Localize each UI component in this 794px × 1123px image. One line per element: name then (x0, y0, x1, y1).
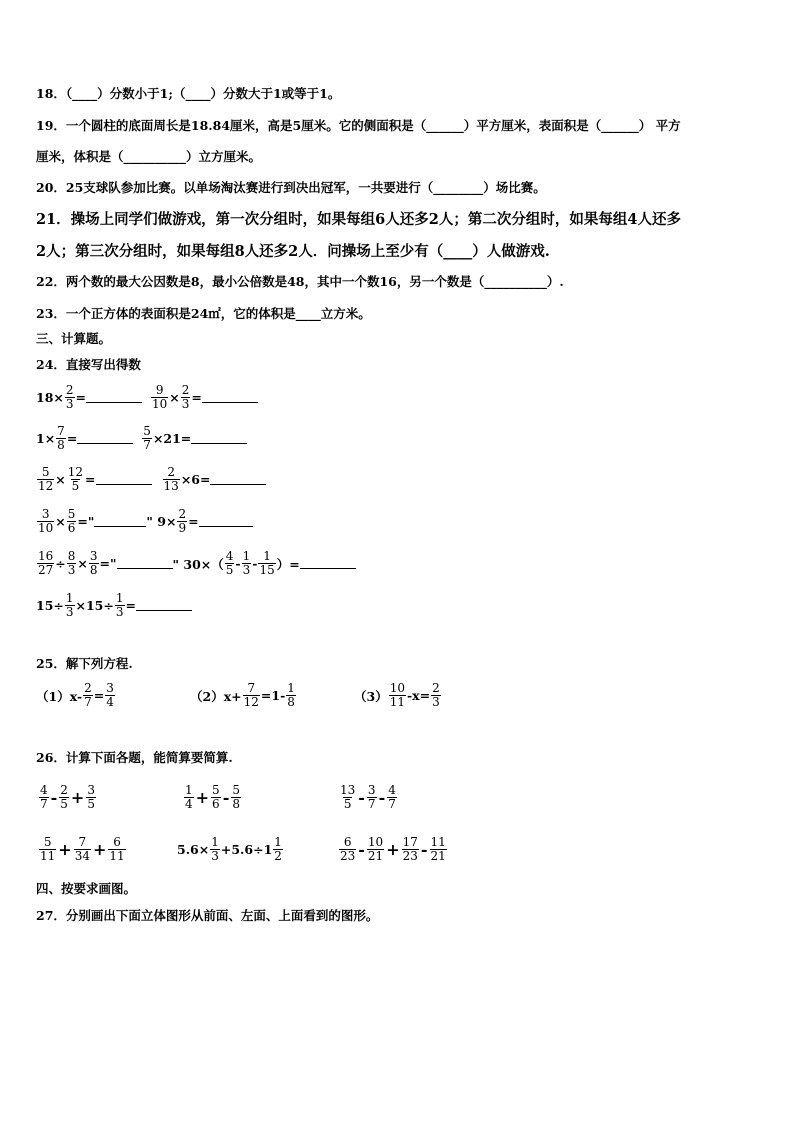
answer-blank[interactable] (210, 474, 266, 485)
fraction: $\frac{5}{7}$ (143, 424, 151, 452)
question-19-line2: 厘米，体积是（__________）立方厘米。 (36, 149, 262, 164)
fraction: $\frac{5}{6}$ (212, 783, 220, 811)
answer-blank[interactable] (117, 558, 173, 569)
calc-d: 5 11 + $\frac{7}{34}$ + $\frac{6}{11}$ (40, 835, 125, 863)
answer-blank[interactable] (199, 516, 253, 527)
question-21-line1: 21．操场上同学们做游戏，第一次分组时，如果每组6人还多2人；第二次分组时，如果每组4人还多 (36, 211, 681, 228)
fraction: $\frac{7}{8}$ (57, 424, 65, 452)
fraction: 4 5 (225, 549, 234, 577)
fraction: 1 15 (259, 549, 275, 577)
section-3-heading: 三、计算题。 (36, 331, 112, 346)
fraction: 4 7 (388, 783, 396, 811)
question-22: 22．两个数的最大公因数是8，最小公倍数是48，其中一个数16，另一个数是（__________）. (36, 274, 564, 289)
question-23: 23．一个正方体的表面积是24㎡，它的体积是____立方米。 (36, 306, 371, 321)
fraction: 4 7 (40, 783, 48, 811)
fraction: 11 21 (430, 835, 446, 863)
fraction: $\frac{2}{3}$ (181, 383, 190, 411)
fraction: $\frac{5}{6}$ (67, 507, 76, 535)
calc-a: 4 7 - 2 5 + $\frac{3}{5}$ (40, 783, 95, 811)
question-18: 18．（____）分数小于1;（____）分数大于1或等于1。 (36, 86, 341, 101)
question-27: 27．分别画出下面立体图形从前面、左面、上面看到的图形。 (36, 908, 379, 923)
q24-row-6: 15÷ $\frac{1}{3}$ ×15÷ $\frac{1}{3}$ = (36, 592, 192, 619)
fraction: $\frac{3}{8}$ (89, 549, 98, 577)
answer-blank[interactable] (136, 600, 192, 611)
calc-b: 1 4 + $\frac{5}{6}$ - 5 8 (185, 783, 240, 811)
calc-c: 13 5 - 3 7 - 4 7 (340, 783, 396, 811)
question-20: 20．25支球队参加比赛。以单场淘汰赛进行到决出冠军，一共要进行（________）场比赛。 (36, 180, 546, 195)
equation-2: （2）x+ $\frac{7}{12}$ =1- 1 8 (190, 681, 295, 709)
fraction: $\frac{3}{4}$ (106, 681, 114, 709)
fraction: $\frac{1}{3}$ (211, 835, 219, 863)
fraction: 1 2 (274, 835, 282, 863)
fraction: $\frac{3}{5}$ (87, 783, 95, 811)
fraction: $\frac{5}{12}$ (38, 465, 54, 493)
fraction: $\frac{3}{10}$ (38, 507, 54, 535)
q24-row-2: 1× $\frac{7}{8}$ = $\frac{5}{7}$ ×21= (36, 425, 247, 452)
fraction: 10 11 (389, 681, 405, 709)
fraction: 6 23 (340, 835, 356, 863)
question-24-title: 24．直接写出得数 (36, 357, 141, 372)
answer-blank[interactable] (191, 433, 247, 444)
question-26-title: 26．计算下面各题，能简算要简算. (36, 750, 233, 765)
fraction: 1 8 (287, 681, 295, 709)
fraction: 5 11 (40, 835, 56, 863)
answer-blank[interactable] (202, 392, 258, 403)
fraction: 1 3 (242, 549, 251, 577)
question-25-title: 25．解下列方程. (36, 656, 133, 671)
fraction: 2 5 (60, 783, 68, 811)
question-21-line2: 2人；第三次分组时，如果每组8人还多2人．问操场上至少有（____）人做游戏. (36, 243, 550, 260)
fraction: $\frac{1}{3}$ (65, 591, 74, 619)
fraction: $\frac{2}{13}$ (163, 465, 179, 493)
fraction: $\frac{2}{7}$ (84, 681, 92, 709)
fraction: $\frac{7}{34}$ (74, 835, 90, 863)
equation-1: （1）x- $\frac{2}{7}$ = $\frac{3}{4}$ (36, 681, 114, 709)
fraction: $\frac{2}{3}$ (432, 681, 440, 709)
q24-row-3: $\frac{5}{12}$ × $\frac{12}{5}$ = $\frac{2}{13}$ ×6= (36, 466, 266, 493)
q24-row-5: $\frac{16}{27}$ ÷ $\frac{8}{3}$ × $\frac{3}{8}$ =" " 30×（ 4 5 - 1 3 - 1 15 ）= (36, 550, 356, 577)
fraction: $\frac{8}{3}$ (67, 549, 76, 577)
fraction: 10 21 (367, 835, 384, 863)
fraction: $\frac{2}{3}$ (65, 383, 74, 411)
fraction: $\frac{9}{10}$ (152, 383, 168, 411)
section-4-heading: 四、按要求画图。 (36, 881, 137, 896)
fraction: $\frac{1}{3}$ (115, 591, 124, 619)
fraction: 3 7 (367, 783, 376, 811)
answer-blank[interactable] (86, 392, 142, 403)
fraction: $\frac{2}{9}$ (178, 507, 187, 535)
fraction: 1 4 (185, 783, 193, 811)
calc-e: 5.6× $\frac{1}{3}$ +5.6÷1 1 2 (177, 835, 282, 863)
fraction: $\frac{7}{12}$ (243, 681, 259, 709)
answer-blank[interactable] (94, 516, 146, 527)
calc-f: 6 23 - 10 21 + $\frac{17}{23}$ - 11 21 (340, 835, 446, 863)
answer-blank[interactable] (300, 558, 356, 569)
fraction: $\frac{17}{23}$ (402, 835, 418, 863)
fraction: $\frac{16}{27}$ (38, 549, 54, 577)
equation-3: （3） 10 11 -x= $\frac{2}{3}$ (354, 681, 440, 709)
answer-blank[interactable] (77, 433, 133, 444)
fraction: 5 8 (232, 783, 240, 811)
fraction: $\frac{12}{5}$ (67, 465, 84, 493)
q24-row-4: $\frac{3}{10}$ × $\frac{5}{6}$ =" " 9× $\frac{2}{9}$ = (36, 508, 253, 535)
q24-row-1: 18× $\frac{2}{3}$ = $\frac{9}{10}$ × $\frac{2}{3}$ = (36, 384, 258, 411)
question-19-line1: 19．一个圆柱的底面周长是18.84厘米，高是5厘米。它的侧面积是（______）平方厘米，表面积是（______） 平方 (36, 118, 681, 133)
fraction: $\frac{6}{11}$ (109, 835, 125, 863)
answer-blank[interactable] (96, 474, 152, 485)
fraction: 13 5 (340, 783, 356, 811)
